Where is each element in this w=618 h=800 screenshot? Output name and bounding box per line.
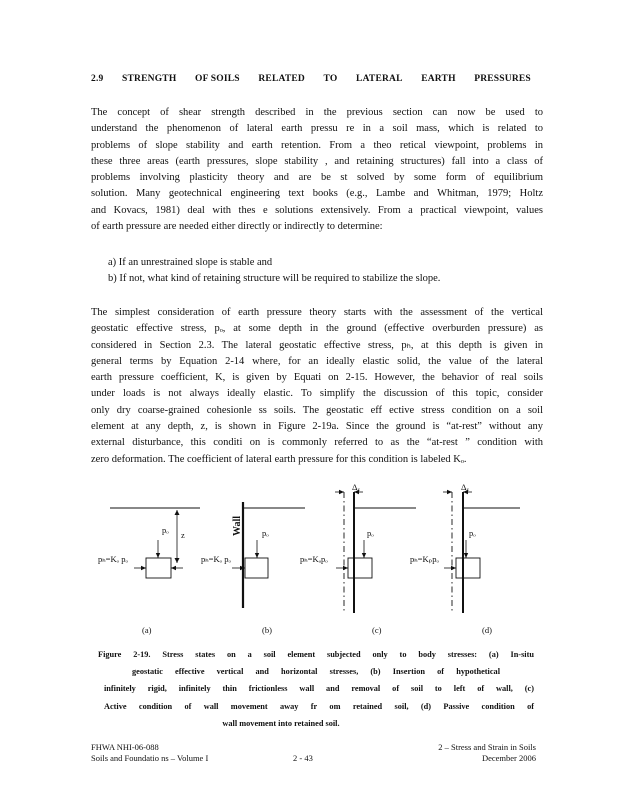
text-line: element at any depth, z, is shown in Figure 2-19a. Since the ground is “at-rest” without any — [91, 421, 543, 433]
text-line: zero deformation. The coefficient of lateral earth pressure for this condition is labeled Kₒ. — [91, 453, 467, 465]
text-line: external disturbance, this conditi on is commonly referred to as the “at-rest ” condition with — [91, 437, 543, 449]
footer-left — [91, 742, 208, 764]
heading-word: LATERAL — [356, 74, 403, 84]
text-line: geostatic effective stress, pₒ, at some depth in the ground (effective overburden pressure) as — [91, 323, 543, 335]
panel-c — [300, 482, 416, 635]
document-number: FHWA NHI-06-088 — [91, 742, 159, 752]
panel-label: (d) — [482, 625, 492, 635]
panel-a — [98, 508, 200, 635]
depth-label: z — [181, 530, 185, 540]
horizontal-stress-label: pₕ=Kₒ pₒ — [98, 554, 128, 564]
panel-label: (c) — [372, 625, 382, 635]
heading-word: EARTH — [421, 74, 456, 84]
figure-caption — [98, 646, 534, 732]
text-line: these three areas (earth pressures, slope stability , and retaining structures) fall into a class of — [91, 155, 543, 167]
panel-label: (b) — [262, 625, 272, 635]
caption-line: Active condition of wall movement away fr om retained soil, (d) Passive condition of — [104, 701, 534, 711]
text-line: The simplest consideration of earth pressure theory starts with the assessment of the vertical — [91, 307, 543, 318]
section-heading — [91, 74, 531, 84]
vertical-stress-label: pₒ — [367, 528, 374, 538]
heading-word: PRESSURES — [474, 74, 531, 84]
vertical-stress-label: pₒ — [262, 528, 269, 538]
text-line: The concept of shear strength described in the previous section can now be used to — [91, 107, 543, 118]
text-line: considered in Section 2.3. The lateral geostatic effective stress, pₕ, at this depth is given in — [91, 339, 543, 351]
heading-word: OF SOILS — [194, 74, 240, 84]
page-number: 2 - 43 — [293, 753, 313, 763]
condition-list — [108, 255, 440, 288]
displacement-label: Δₓ — [352, 482, 360, 492]
text-line: solution. Many geotechnical engineering text books (e.g., Lambe and Whitman, 1979; Holtz — [91, 188, 543, 200]
horizontal-stress-label: pₕ=Kₒ pₒ — [201, 554, 231, 564]
horizontal-stress-label: pₕ=Kₐpₒ — [300, 554, 328, 564]
text-line: understand the phenomenon of lateral earth pressu re in a soil mass, which is related to — [91, 123, 543, 135]
text-line: only dry coarse-grained cohesionle ss soils. The geostatic eff ective stress condition on a soil — [91, 404, 543, 416]
displacement-label: Δₓ — [461, 482, 469, 492]
footer-right — [420, 742, 536, 764]
panel-label: (a) — [142, 625, 152, 635]
text-line: of earth pressure are needed either directly or indirectly to determine: — [91, 221, 383, 233]
list-item: a) If an unrestrained slope is stable and — [108, 257, 273, 268]
caption-line: Figure 2-19. Stress states on a soil element subjected only to body stresses: (a) In-situ — [98, 650, 534, 659]
section-number: 2.9 — [91, 74, 104, 84]
vertical-stress-label: pₒ — [469, 528, 476, 538]
chapter-title: 2 – Stress and Strain in Soils — [438, 742, 536, 752]
list-item: b) If not, what kind of retaining structure will be required to stabilize the slope. — [108, 273, 441, 285]
text-line: earth pressure coefficient, K, is given by Equati on 2-15. However, the behavior of real soils — [91, 372, 543, 384]
vertical-stress-label: pₒ — [162, 525, 169, 535]
text-line: problems involving plasticity theory and are be st solved by some form of equilibrium — [91, 172, 543, 184]
text-line: and Kovacs, 1981) deal with thes e solutions extensively. From a practical viewpoint, values — [91, 204, 543, 216]
heading-word: RELATED — [258, 74, 305, 84]
paragraph-1 — [91, 105, 543, 235]
caption-line: wall movement into retained soil. — [222, 718, 340, 728]
paragraph-2 — [91, 305, 543, 468]
caption-line: geostatic effective vertical and horizontal stresses, (b) Insertion of hypothetical — [132, 667, 500, 677]
heading-word: TO — [323, 74, 338, 84]
horizontal-stress-label: pₕ=Kₚpₒ — [410, 554, 439, 564]
publication-date: December 2006 — [481, 753, 536, 763]
stress-states-figure — [80, 478, 550, 638]
heading-word: STRENGTH — [122, 74, 177, 84]
caption-line: infinitely rigid, infinitely thin frictionless wall and removal of soil to left of wall, (c) — [104, 684, 534, 694]
wall-label: Wall — [232, 515, 243, 536]
text-line: general terms by Equation 2-14 where, for an ideally elastic solid, the value of the lateral — [91, 355, 543, 367]
text-line: under loads is not always ideally elastic. To simplify the discussion of this topic, consider — [91, 388, 543, 400]
panel-d — [410, 482, 520, 635]
panel-b — [201, 502, 305, 635]
document-title: Soils and Foundatio ns – Volume I — [91, 753, 209, 763]
text-line: problems of slope stability and earth retention. From a theo retical viewpoint, problems in — [91, 139, 543, 151]
